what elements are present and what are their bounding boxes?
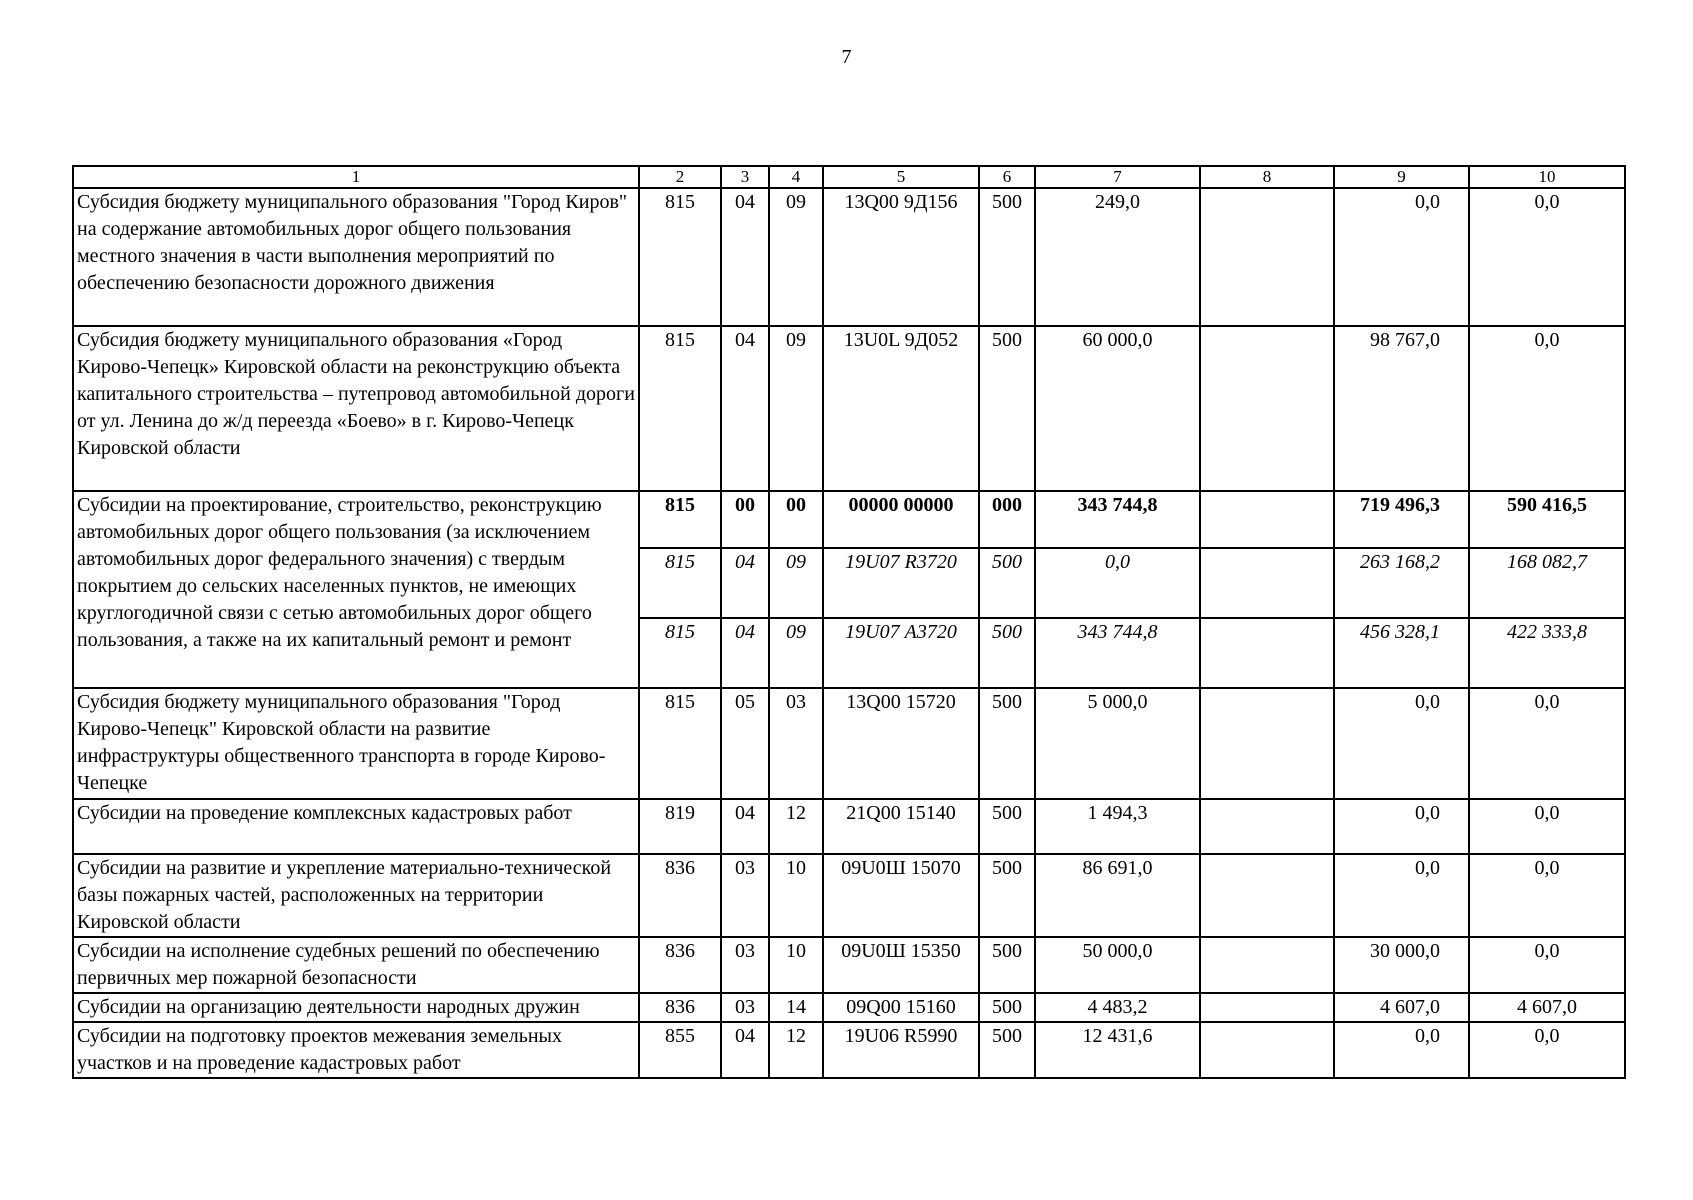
cell-col10: 0,0 — [1469, 688, 1625, 799]
cell-target-code: 19U07 R3720 — [823, 548, 979, 618]
header-cell: 4 — [769, 166, 823, 188]
cell-col7: 1 494,3 — [1035, 799, 1200, 854]
cell-col10: 4 607,0 — [1469, 993, 1625, 1022]
cell-col8 — [1200, 854, 1334, 937]
cell-col7: 249,0 — [1035, 188, 1200, 326]
cell-expense-type: 500 — [979, 618, 1035, 688]
cell-expense-type: 500 — [979, 1022, 1035, 1078]
cell-section: 04 — [721, 548, 769, 618]
cell-section: 03 — [721, 937, 769, 993]
cell-target-code: 09U0Ш 15350 — [823, 937, 979, 993]
header-cell: 1 — [73, 166, 639, 188]
page-number: 7 — [841, 46, 852, 68]
cell-target-code: 19U07 А3720 — [823, 618, 979, 688]
cell-subsection: 09 — [769, 326, 823, 491]
cell-col9: 30 000,0 — [1334, 937, 1469, 993]
cell-target-code: 19U06 R5990 — [823, 1022, 979, 1078]
cell-col7: 0,0 — [1035, 548, 1200, 618]
cell-col9: 263 168,2 — [1334, 548, 1469, 618]
cell-col7: 50 000,0 — [1035, 937, 1200, 993]
header-cell: 6 — [979, 166, 1035, 188]
cell-col7: 5 000,0 — [1035, 688, 1200, 799]
cell-col9: 456 328,1 — [1334, 618, 1469, 688]
cell-subsection: 10 — [769, 854, 823, 937]
table-row — [73, 993, 1625, 1022]
cell-expense-type: 500 — [979, 188, 1035, 326]
cell-ministry: 815 — [639, 491, 721, 548]
cell-col10: 0,0 — [1469, 937, 1625, 993]
cell-subsection: 14 — [769, 993, 823, 1022]
cell-subsection: 10 — [769, 937, 823, 993]
cell-ministry: 815 — [639, 188, 721, 326]
cell-col10: 590 416,5 — [1469, 491, 1625, 548]
cell-col9: 0,0 — [1334, 854, 1469, 937]
cell-col9: 0,0 — [1334, 1022, 1469, 1078]
cell-col9: 719 496,3 — [1334, 491, 1469, 548]
table-row — [73, 188, 1625, 326]
table-row — [73, 326, 1625, 491]
cell-col7: 343 744,8 — [1035, 491, 1200, 548]
cell-target-code: 00000 00000 — [823, 491, 979, 548]
cell-col9: 0,0 — [1334, 688, 1469, 799]
cell-ministry: 815 — [639, 618, 721, 688]
cell-ministry: 819 — [639, 799, 721, 854]
cell-subsection: 12 — [769, 1022, 823, 1078]
row-description: Субсидия бюджету муниципального образования «Город Кирово-Чепецк» Кировской области на реконструкцию объекта капитального строительства – путепровод автомобильной дороги от ул. Ленина до ж/д переезда «Боево» в г. Кирово-Чепецк Кировской области — [73, 326, 639, 491]
cell-ministry: 855 — [639, 1022, 721, 1078]
cell-section: 04 — [721, 188, 769, 326]
cell-target-code: 13Q00 9Д156 — [823, 188, 979, 326]
cell-subsection: 03 — [769, 688, 823, 799]
row-description: Субсидии на проектирование, строительство, реконструкцию автомобильных дорог общего пользования (за исключением автомобильных дорог федерального значения) с твердым покрытием до сельских населенных пунктов, не имеющих круглогодичной связи с сетью автомобильных дорог общего пользования, а также на их капитальный ремонт и ремонт — [73, 491, 639, 688]
cell-ministry: 815 — [639, 548, 721, 618]
cell-col9: 0,0 — [1334, 799, 1469, 854]
cell-target-code: 21Q00 15140 — [823, 799, 979, 854]
cell-col9: 0,0 — [1334, 188, 1469, 326]
cell-expense-type: 500 — [979, 548, 1035, 618]
cell-col8 — [1200, 1022, 1334, 1078]
row-description: Субсидия бюджету муниципального образования "Город Кирово-Чепецк" Кировской области на развитие инфраструктуры общественного транспорта в городе Кирово-Чепецке — [73, 688, 639, 799]
cell-col10: 422 333,8 — [1469, 618, 1625, 688]
cell-expense-type: 500 — [979, 854, 1035, 937]
cell-section: 03 — [721, 854, 769, 937]
row-description: Субсидии на развитие и укрепление материально-технической базы пожарных частей, расположенных на территории Кировской области — [73, 854, 639, 937]
table-row — [73, 1022, 1625, 1078]
cell-col7: 4 483,2 — [1035, 993, 1200, 1022]
cell-expense-type: 500 — [979, 799, 1035, 854]
cell-col8 — [1200, 548, 1334, 618]
cell-target-code: 13Q00 15720 — [823, 688, 979, 799]
cell-subsection: 09 — [769, 548, 823, 618]
cell-col10: 0,0 — [1469, 188, 1625, 326]
cell-ministry: 815 — [639, 326, 721, 491]
header-cell: 7 — [1035, 166, 1200, 188]
cell-col10: 0,0 — [1469, 854, 1625, 937]
row-description: Субсидия бюджету муниципального образования "Город Киров" на содержание автомобильных дорог общего пользования местного значения в части выполнения мероприятий по обеспечению безопасности дорожного движения — [73, 188, 639, 326]
table-row — [73, 854, 1625, 937]
cell-col9: 4 607,0 — [1334, 993, 1469, 1022]
cell-target-code: 13U0L 9Д052 — [823, 326, 979, 491]
cell-col8 — [1200, 937, 1334, 993]
header-cell: 3 — [721, 166, 769, 188]
cell-col8 — [1200, 188, 1334, 326]
header-cell: 5 — [823, 166, 979, 188]
table-row — [73, 688, 1625, 799]
row-description: Субсидии на проведение комплексных кадастровых работ — [73, 799, 639, 854]
cell-ministry: 836 — [639, 937, 721, 993]
cell-section: 04 — [721, 326, 769, 491]
header-cell: 10 — [1469, 166, 1625, 188]
cell-target-code: 09Q00 15160 — [823, 993, 979, 1022]
budget-table — [72, 165, 1626, 1079]
cell-col8 — [1200, 688, 1334, 799]
cell-section: 04 — [721, 1022, 769, 1078]
cell-col7: 86 691,0 — [1035, 854, 1200, 937]
cell-section: 00 — [721, 491, 769, 548]
cell-subsection: 00 — [769, 491, 823, 548]
cell-ministry: 836 — [639, 993, 721, 1022]
cell-expense-type: 500 — [979, 993, 1035, 1022]
cell-col10: 168 082,7 — [1469, 548, 1625, 618]
cell-section: 05 — [721, 688, 769, 799]
cell-expense-type: 500 — [979, 688, 1035, 799]
cell-target-code: 09U0Ш 15070 — [823, 854, 979, 937]
cell-section: 04 — [721, 618, 769, 688]
header-cell: 8 — [1200, 166, 1334, 188]
cell-subsection: 09 — [769, 188, 823, 326]
cell-col7: 12 431,6 — [1035, 1022, 1200, 1078]
row-description: Субсидии на исполнение судебных решений по обеспечению первичных мер пожарной безопасности — [73, 937, 639, 993]
table-row — [73, 937, 1625, 993]
cell-col8 — [1200, 799, 1334, 854]
header-cell: 9 — [1334, 166, 1469, 188]
cell-ministry: 815 — [639, 688, 721, 799]
cell-col7: 60 000,0 — [1035, 326, 1200, 491]
cell-col9: 98 767,0 — [1334, 326, 1469, 491]
cell-subsection: 12 — [769, 799, 823, 854]
cell-col8 — [1200, 326, 1334, 491]
cell-col10: 0,0 — [1469, 1022, 1625, 1078]
cell-col8 — [1200, 618, 1334, 688]
row-description: Субсидии на подготовку проектов межевания земельных участков и на проведение кадастровых работ — [73, 1022, 639, 1078]
cell-expense-type: 500 — [979, 937, 1035, 993]
header-row — [73, 166, 1625, 188]
cell-section: 04 — [721, 799, 769, 854]
cell-expense-type: 500 — [979, 326, 1035, 491]
cell-col8 — [1200, 993, 1334, 1022]
cell-section: 03 — [721, 993, 769, 1022]
cell-subsection: 09 — [769, 618, 823, 688]
cell-ministry: 836 — [639, 854, 721, 937]
cell-col7: 343 744,8 — [1035, 618, 1200, 688]
table-row — [73, 491, 1625, 548]
cell-col10: 0,0 — [1469, 799, 1625, 854]
cell-col8 — [1200, 491, 1334, 548]
cell-expense-type: 000 — [979, 491, 1035, 548]
header-cell: 2 — [639, 166, 721, 188]
cell-col10: 0,0 — [1469, 326, 1625, 491]
table-row — [73, 799, 1625, 854]
row-description: Субсидии на организацию деятельности народных дружин — [73, 993, 639, 1022]
